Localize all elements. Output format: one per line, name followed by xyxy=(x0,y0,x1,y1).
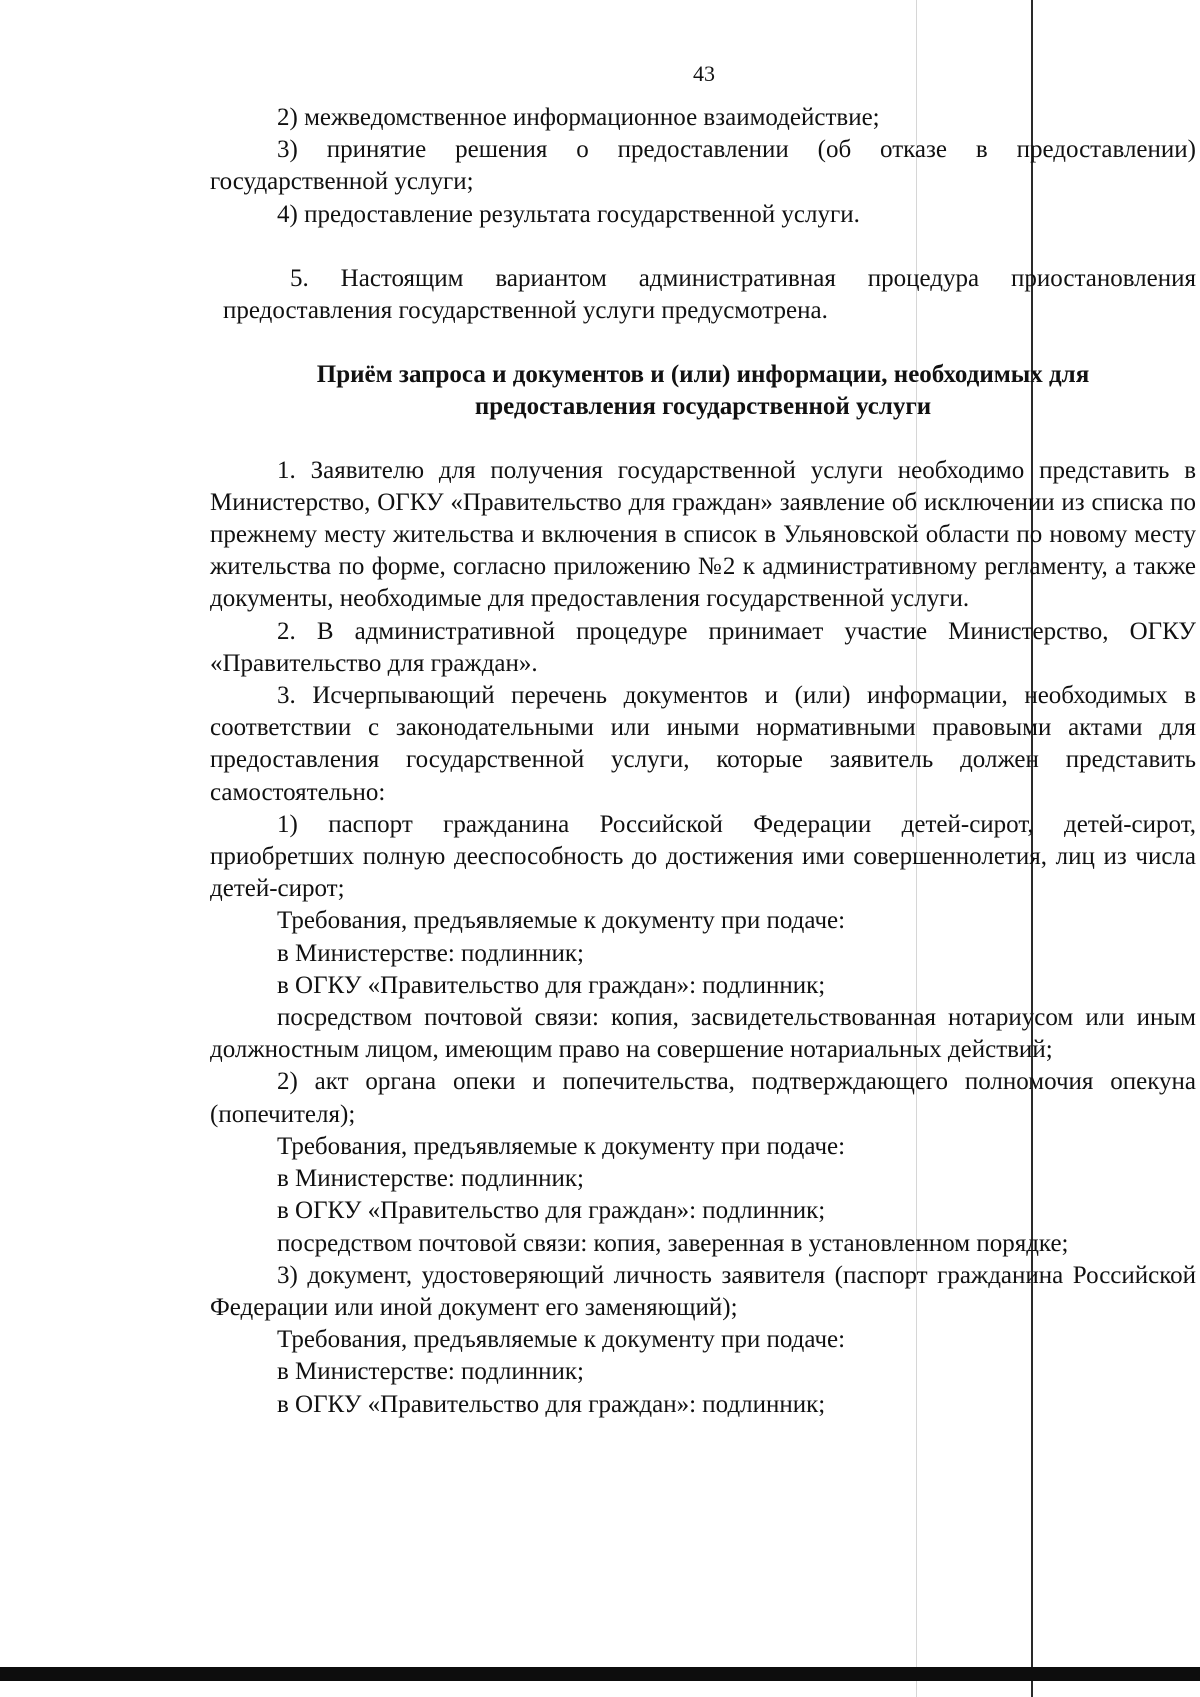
requirement-ogku: в ОГКУ «Правительство для граждан»: подлинник; xyxy=(277,1390,826,1418)
requirement-ogku: в ОГКУ «Правительство для граждан»: подлинник; xyxy=(277,971,826,999)
requirements-label: Требования, предъявляемые к документу при подаче: xyxy=(277,907,846,935)
doc-item-2: 2) акт органа опеки и попечительства, подтверждающего полномочия опекуна (попечителя); xyxy=(210,1068,1196,1128)
requirements-label: Требования, предъявляемые к документу при подаче: xyxy=(277,1326,846,1354)
doc-item-1: 1) паспорт гражданина Российской Федерации детей-сирот, детей-сирот, приобретших полную дееспособность до достижения ими совершеннолетия, лиц из числа детей-сирот; xyxy=(210,810,1196,903)
requirement-post: посредством почтовой связи: копия, засвидетельствованная нотариусом или иным должностным лицом, имеющим право на совершение нотариальных действий; xyxy=(210,1004,1196,1064)
doc-item-3: 3) документ, удостоверяющий личность заявителя (паспорт гражданина Российской Федерации или иной документ его заменяющий); xyxy=(210,1261,1196,1321)
requirement-ministry: в Министерстве: подлинник; xyxy=(277,1165,584,1193)
scan-bottom-edge xyxy=(0,1667,1200,1681)
clause-5: 5. Настоящим вариантом административная процедура приостановления предоставления государственной услуги предусмотрена. xyxy=(223,264,1196,325)
intro-item-4: 4) предоставление результата государственной услуги. xyxy=(277,200,860,228)
requirements-label: Требования, предъявляемые к документу при подаче: xyxy=(277,1132,846,1160)
section-heading xyxy=(210,359,1196,423)
requirement-ministry: в Министерстве: подлинник; xyxy=(277,1358,584,1386)
page-number: 43 xyxy=(693,61,715,86)
section-heading-line-2: предоставления государственной услуги xyxy=(474,393,932,421)
document-body xyxy=(210,102,1196,1421)
paragraph-3: 3. Исчерпывающий перечень документов и (или) информации, необходимых в соответствии с законодательными или иными нормативными правовыми актами для предоставления государственной услуги, которые заявитель должен представить самостоятельно: xyxy=(210,682,1196,806)
requirement-ogku: в ОГКУ «Правительство для граждан»: подлинник; xyxy=(277,1197,826,1225)
intro-item-3: 3) принятие решения о предоставлении (об отказе в предоставлении) государственной услуги; xyxy=(210,136,1196,196)
paragraph-2: 2. В административной процедуре принимает участие Министерство, ОГКУ «Правительство для граждан». xyxy=(210,617,1196,677)
spacer xyxy=(210,231,1196,263)
intro-item-2: 2) межведомственное информационное взаимодействие; xyxy=(277,104,880,131)
requirement-ministry: в Министерстве: подлинник; xyxy=(277,939,584,967)
section-heading-line-1: Приём запроса и документов и (или) информации, необходимых для xyxy=(316,361,1090,389)
requirement-post: посредством почтовой связи: копия, заверенная в установленном порядке; xyxy=(277,1229,1069,1257)
paragraph-1: 1. Заявителю для получения государственной услуги необходимо представить в Министерство, ОГКУ «Правительство для граждан» заявление об исключении из списка по прежнему месту жительства и включения в список в Ульяновской области по новому месту жительства по форме, согласно приложению №2 к административному регламенту, а также документы, необходимые для предоставления государственной услуги. xyxy=(210,456,1196,613)
